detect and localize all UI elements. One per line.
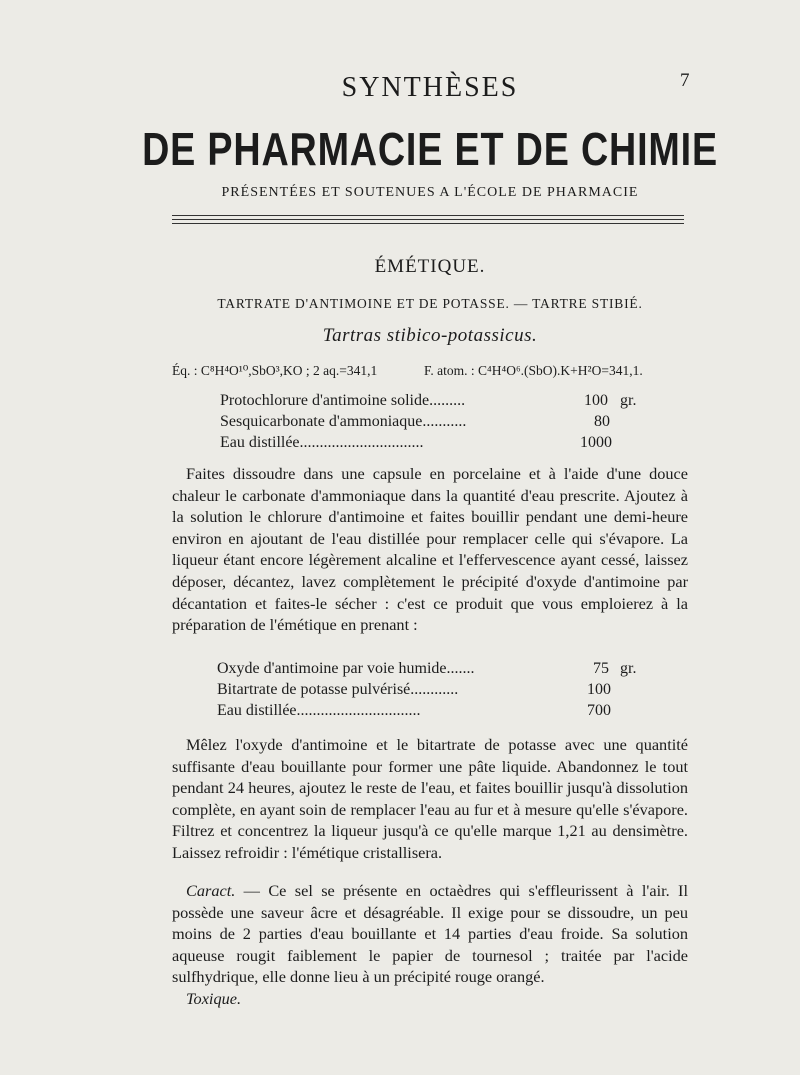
ingredient-unit: gr. (620, 660, 637, 677)
paragraph-instructions (172, 734, 688, 864)
header-rule (172, 223, 684, 224)
characteristics-text: — Ce sel se présente en octaèdres qui s'effleurissent à l'air. Il possède une saveur âcre et désagréable. Il exige pour se dissoudre, un peu moins de 2 parties d'eau bouillante et 14 parties d'eau froide. Sa solution aqueuse rougit faiblement le papier de tournesol ; traitée par l'acide sulfhydrique, elle donne lieu à un précipité rouge orangé. (172, 881, 688, 987)
section-title: ÉMÉTIQUE. (374, 256, 486, 277)
header-top-title: SYNTHÈSES (341, 72, 519, 103)
toxicity-label: Toxique. (186, 989, 242, 1008)
ingredient-label: Oxyde d'antimoine par voie humide....... (217, 660, 475, 677)
ingredient-qty: 75 (593, 660, 609, 677)
ingredient-label: Eau distillée............................... (220, 434, 424, 451)
paragraph-text: Mêlez l'oxyde d'antimoine et le bitartrate de potasse avec une quantité suffisante d'eau bouillante pour former une pâte liquide. Abandonnez le tout pendant 24 heures, ajoutez le reste de l'eau, et faites bouillir jusqu'à dissolution complète, en ayant soin de remplacer l'eau au fur et à mesure qu'elle s'évapore. Filtrez et concentrez la liqueur jusqu'à ce qu'elle marque 1,21 au densimètre. Laissez refroidir : l'émétique cristallisera. (172, 735, 688, 862)
header-rule (172, 219, 684, 220)
header-main-title: DE PHARMACIE ET DE CHIMIE (142, 123, 718, 175)
paragraph-characteristics (172, 880, 688, 988)
ingredient-qty: 100 (584, 392, 608, 409)
ingredient-label: Eau distillée............................... (217, 702, 421, 719)
ingredient-qty: 700 (587, 702, 611, 719)
ingredient-label: Bitartrate de potasse pulvérisé............ (217, 681, 459, 698)
ingredient-label: Protochlorure d'antimoine solide......... (220, 392, 466, 409)
paragraph-text (172, 880, 688, 988)
characteristics-label: Caract. (186, 881, 236, 900)
header-rule (172, 215, 684, 216)
page-number: 7 (680, 70, 690, 91)
ingredient-qty: 100 (587, 681, 611, 698)
paragraph-text: Faites dissoudre dans une capsule en porcelaine et à l'aide d'une douce chaleur le carbonate d'ammoniaque dans la quantité d'eau prescrite. Ajoutez à la solution le chlorure d'antimoine et faites bouillir pendant une demi-heure environ en ajoutant de l'eau distillée pour remplacer celle qui s'évapore. La liqueur étant encore légèrement alcaline et l'effervescence ayant cessé, laissez déposer, décantez, lavez complètement le précipité d'oxyde d'antimoine par décantation et faites-le sécher : c'est ce produit que vous emploierez à la préparation de l'émétique en prenant : (172, 464, 688, 635)
ingredient-label: Sesquicarbonate d'ammoniaque........... (220, 413, 467, 430)
paragraph-preparation (172, 463, 688, 636)
ingredient-qty: 1000 (580, 434, 612, 451)
ingredient-unit: gr. (620, 392, 637, 409)
ingredient-qty: 80 (594, 413, 610, 430)
formula-atomic: F. atom. : C⁴H⁴O⁶.(SbO).K+H²O=341,1. (424, 363, 643, 378)
formula-equivalent: Éq. : C⁸H⁴O¹⁰,SbO³,KO ; 2 aq.=341,1 (172, 363, 378, 378)
header-subtitle: PRÉSENTÉES ET SOUTENUES A L'ÉCOLE DE PHARMACIE (221, 185, 639, 200)
latin-name: Tartras stibico-potassicus. (322, 325, 538, 346)
section-subtitle: TARTRATE D'ANTIMOINE ET DE POTASSE. — TARTRE STIBIÉ. (217, 296, 643, 311)
